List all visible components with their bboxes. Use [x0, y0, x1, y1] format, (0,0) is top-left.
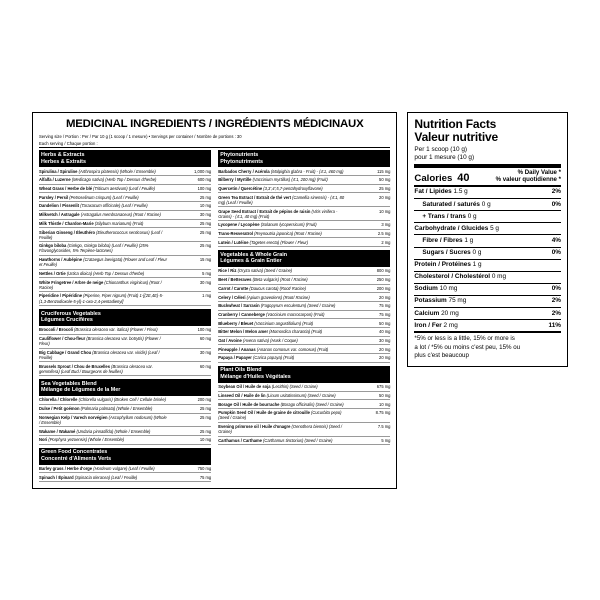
table-row: [39, 255, 211, 269]
calories-value: 40: [457, 171, 470, 184]
nutrition-row-value: 4%: [551, 236, 561, 244]
section-heading-en: Green Food Concentrates: [41, 449, 108, 456]
ingredient-name: Big Cabbage / Grand Chou (Brassica oleracea var. viridis) (Leaf / Feuille): [39, 348, 171, 362]
ingredient-amount: 600 mg: [171, 176, 211, 185]
nutrition-row-value: 0%: [551, 248, 561, 256]
section-heading: [39, 448, 211, 465]
nutrition-facts-panel: [407, 112, 568, 367]
nutrition-serving-en: Per 1 scoop (10 g): [414, 145, 467, 153]
ingredient-name: Soybean Oil / Huile de soja (Lecithin) (Seed / Graine): [218, 383, 350, 391]
calories-label: Calories: [414, 172, 453, 184]
table-row: [218, 193, 390, 207]
nutrition-row-value: 0%: [551, 200, 561, 208]
ingredient-amount: 5 mg: [171, 269, 211, 278]
section-heading: [39, 150, 211, 167]
ingredient-amount: 60 mg: [171, 334, 211, 348]
ingredient-name: Lycopene / Lycopène (Solanum lycopersicum) (Fruit): [218, 221, 350, 230]
ingredient-name: White Fringetree / Arbre de neige (Chionanthus virginicus) (Root / Racine): [39, 278, 171, 292]
ingredient-name: Alfalfa / Luzerne (Medicago sativa) (Herb Top / Dessus d'herbe): [39, 176, 171, 185]
ingredient-name: Buckwheat / Sarrasin (Fagopyrum esculentum) (Seed / Graine): [218, 301, 350, 310]
nutrition-row-label: Protein / Protéines 1 g: [414, 261, 482, 269]
table-row: [218, 319, 390, 328]
ingredient-name: Dandelion / Pissenlit (Taraxacum officinale) (Leaf / Feuille): [39, 202, 171, 211]
section-heading-fr: Phytonutriments: [220, 158, 264, 165]
ingredient-amount: 10 mg: [171, 202, 211, 211]
ingredient-name: Beet / Betteraves (Beta vulgaris) (Root / Racine): [218, 275, 350, 284]
nutrition-row-value: 2%: [551, 188, 561, 196]
ingredient-table: [218, 167, 390, 247]
table-row: [218, 336, 390, 345]
section-heading: [39, 309, 211, 326]
ingredient-name: Norwegian Kelp / Varech norvégien (Ascophyllum nodosum) (Whole / Ensemble): [39, 413, 171, 427]
ingredient-amount: 25 mg: [171, 228, 211, 242]
nutrition-serving-fr: pour 1 mesure (10 g): [414, 153, 475, 161]
section-heading-en: Phytonutrients: [220, 151, 259, 158]
table-row: [39, 242, 211, 256]
ingredient-amount: 75 mg: [350, 310, 390, 319]
ingredient-name: Linseed Oil / Huile de lin (Linum usitatissimum) (Seed / Graine): [218, 391, 350, 400]
ingredient-name: Milkvetch / Astragale (Astragalus membranaceus) (Root / Racine): [39, 210, 171, 219]
ingredient-name: Chlorella / Chlorelle (Chlorella vulgaris) (Broken Cell / Cellule brisée): [39, 396, 171, 404]
table-row: [39, 334, 211, 348]
ingredient-amount: 60 mg: [171, 362, 211, 376]
ingredient-amount: 30 mg: [171, 210, 211, 219]
nutrition-row: [414, 307, 561, 319]
ingredient-name: Carrot / Carotte (Daucus carota) (Root/ Racine): [218, 284, 350, 293]
ingredient-amount: 25 mg: [171, 193, 211, 202]
ingredient-name: Trans-Resveratrol (Reynoutria japonica) (Root / Racine): [218, 229, 350, 238]
table-row: [39, 269, 211, 278]
ingredient-name: Pumpkin Seed Oil / Huile de graine de citrouille (Cucurbita pepo) (Seed / Graine): [218, 409, 350, 423]
table-row: [218, 409, 390, 423]
nutrition-row-label: + Trans / trans 0 g: [422, 212, 477, 220]
ingredient-table: [39, 326, 211, 376]
table-row: [39, 413, 211, 427]
table-row: [218, 229, 390, 238]
nutrition-title: [414, 118, 561, 144]
ingredient-amount: 675 mg: [350, 383, 390, 391]
ingredient-name: Blueberry / Bleuet (Vaccinium angustifolium) (Fruit): [218, 319, 350, 328]
ingredient-amount: 8.75 mg: [350, 409, 390, 423]
table-row: [39, 292, 211, 306]
table-row: [39, 228, 211, 242]
ingredient-amount: 7.5 mg: [350, 422, 390, 436]
table-row: [218, 328, 390, 337]
ingredient-name: Wakame / Wakamé (Undaria pinnatifida) (Whole / Ensemble): [39, 427, 171, 436]
table-row: [218, 267, 390, 275]
ingredient-name: Cranberry / Canneberge (Vaccinium macrocarpon) (Fruit): [218, 310, 350, 319]
nutrition-row-label: Sodium 10 mg: [414, 285, 458, 293]
nutrition-row-label: Saturated / saturés 0 g: [422, 200, 491, 208]
nutrition-row: [414, 295, 561, 307]
section-heading-fr: Légumes & Grain Entier: [220, 258, 282, 265]
ingredient-name: Brussels Sprout / Chou de Bruxelles (Brassica oleracea var. gemmifera) (Leaf Bud / Bourgeons de feuilles): [39, 362, 171, 376]
label-container: [32, 112, 568, 489]
nutrition-row-value: 2%: [551, 309, 561, 317]
nutrition-row-value: 11%: [548, 321, 561, 329]
section-heading-en: Herbs & Extracts: [41, 151, 85, 158]
footnote-line-1: [414, 335, 561, 343]
table-row: [218, 238, 390, 247]
ingredient-columns: [39, 150, 390, 482]
ingredient-name: Barley grass / Herbe d'orge (Hordeum vulgare) (Leaf / Feuille): [39, 465, 171, 473]
ingredient-name: Bitter Melon / Melon amer (Momordica charantia) (Fruit): [218, 328, 350, 337]
table-row: [39, 427, 211, 436]
ingredient-amount: 25 mg: [171, 404, 211, 413]
ingredient-name: Quercetin / Quercétine (3,3',4',5,7-pentahydroxyflavone): [218, 184, 350, 193]
ingredient-name: Bilberry / Myrtille (Vaccinium myrtillus) (4:1, 200 mg) (Fruit): [218, 176, 350, 185]
ingredient-amount: 75 mg: [171, 473, 211, 482]
ingredient-amount: 100 mg: [171, 184, 211, 193]
nutrition-row: [414, 210, 561, 222]
table-row: [218, 293, 390, 302]
ingredient-name: Green Tea Extract / Extrait de thé vert (Camellia sinensis) - (4:1, 80 mg) (Leaf / Feuille): [218, 193, 350, 207]
ingredient-name: Pineapple / Ananas (Ananas comosus var. comosus) (Fruit): [218, 345, 350, 354]
ingredient-amount: 15 mg: [171, 255, 211, 269]
ingredient-amount: 25 mg: [171, 413, 211, 427]
nutrition-row: [414, 271, 561, 283]
ingredient-table: [39, 465, 211, 482]
ingredient-amount: 250 mg: [350, 275, 390, 284]
nutrition-row-label: Calcium 20 mg: [414, 309, 459, 317]
ingredient-amount: 2.5 mg: [350, 229, 390, 238]
ingredient-name: Piperidine / Pipéridine (Piperine, Piper nigrum) (Fruit) 1-[(2E,4E)-5-(1,3-Benzodioxole-5-yl)-1-oxo-2,4-pentadienyl]: [39, 292, 171, 306]
nutrition-row: [414, 187, 561, 198]
ingredient-name: Lutein / Lutéine (Tagetes erecta) (Flower / Fleur): [218, 238, 350, 247]
ingredient-name: Nettles / Ortie (Urtica dioica) (Herb Top / Dessus d'herbe): [39, 269, 171, 278]
table-row: [218, 207, 390, 221]
ingredient-amount: 10 mg: [350, 400, 390, 409]
table-row: [39, 184, 211, 193]
table-row: [39, 362, 211, 376]
table-row: [218, 221, 390, 230]
nutrition-row-label: Carbohydrate / Glucides 5 g: [414, 224, 499, 232]
table-row: [218, 301, 390, 310]
nutrition-title-fr: Valeur nutritive: [414, 129, 498, 144]
medicinal-ingredients-panel: [32, 112, 397, 489]
daily-value-header-en: % Daily Value *: [517, 168, 561, 176]
serving-info-line-2: Each serving / Chaque portion :: [39, 140, 98, 146]
ingredient-table: [218, 383, 390, 445]
ingredient-amount: 20 mg: [350, 354, 390, 363]
table-row: [39, 278, 211, 292]
nutrition-row-label: Sugars / Sucres 0 g: [422, 248, 482, 256]
table-row: [39, 396, 211, 404]
ingredient-amount: 800 mg: [350, 267, 390, 275]
ingredient-amount: 25 mg: [171, 427, 211, 436]
ingredient-column-right: [218, 150, 390, 482]
ingredient-table: [39, 167, 211, 306]
ingredient-name: Hawthorns / Aubépine (Crataegus laevigata) (Flower and Leaf / Fleur et Feuille): [39, 255, 171, 269]
table-row: [218, 345, 390, 354]
table-row: [218, 275, 390, 284]
ingredient-name: Carthamus / Carthame (Carthamus tinctorius) (Seed / Graine): [218, 436, 350, 445]
table-row: [39, 176, 211, 185]
ingredient-amount: 100 mg: [171, 326, 211, 334]
footnote-line-2: [414, 344, 561, 352]
nutrition-title-en: Nutrition Facts: [414, 117, 497, 131]
section-heading-fr: Concentré d'Aliments Verts: [41, 456, 112, 463]
ingredient-column-left: [39, 150, 211, 482]
nutrition-row: [414, 234, 561, 246]
ingredient-amount: 20 mg: [350, 193, 390, 207]
ingredient-amount: 75 mg: [350, 301, 390, 310]
ingredient-amount: 30 mg: [171, 348, 211, 362]
ingredient-amount: 20 mg: [350, 293, 390, 302]
table-row: [218, 436, 390, 445]
table-row: [39, 404, 211, 413]
nutrition-footnote: [414, 333, 561, 360]
ingredient-amount: 200 mg: [350, 284, 390, 293]
ingredient-amount: 20 mg: [350, 345, 390, 354]
ingredient-name: Cauliflower / Chou-fleur (Brassica oleracea var. botrytis) (Flower / Fleur): [39, 334, 171, 348]
ingredient-amount: 50 mg: [350, 176, 390, 185]
ingredient-amount: 5 mg: [350, 436, 390, 445]
table-row: [218, 310, 390, 319]
ingredient-amount: 200 mg: [171, 396, 211, 404]
table-row: [39, 210, 211, 219]
ingredient-name: Evening primrose oil / Huile d'onagre (Oenothera biennis) (Seed / Graine): [218, 422, 350, 436]
table-row: [39, 167, 211, 175]
table-row: [218, 400, 390, 409]
ingredient-name: Oat / Avoine (Avena sativa) (Husk / Coque): [218, 336, 350, 345]
table-row: [218, 184, 390, 193]
table-row: [218, 354, 390, 363]
nutrition-row-label: Cholesterol / Cholestérol 0 mg: [414, 273, 507, 281]
table-row: [218, 383, 390, 391]
daily-value-header-fr: % valeur quotidienne *: [495, 176, 561, 184]
nutrition-row-value: 0%: [551, 285, 561, 293]
ingredient-name: Rice / Riz (Oryza sativa) (Seed / Graine): [218, 267, 350, 275]
table-row: [218, 422, 390, 436]
ingredient-amount: 3 mg: [350, 221, 390, 230]
table-row: [39, 465, 211, 473]
ingredient-amount: 25 mg: [350, 184, 390, 193]
ingredient-amount: 25 mg: [171, 219, 211, 228]
table-row: [218, 176, 390, 185]
nutrition-row-label: Potassium 75 mg: [414, 297, 467, 305]
ingredient-name: Wheat Grass / Herbe de blé (Triticum aestivum) (Leaf / Feuille): [39, 184, 171, 193]
table-row: [39, 473, 211, 482]
footnote-text-1: *5% or less is a little, 15% or more is: [414, 335, 515, 343]
ingredient-name: Papaya / Papayer (Carica papaya) (Fruit): [218, 354, 350, 363]
table-row: [39, 326, 211, 334]
section-heading-en: Sea Vegetables Blend: [41, 380, 97, 387]
ingredient-name: Parsley / Persil (Petroselinum crispum) (Leaf / Feuille): [39, 193, 171, 202]
ingredient-amount: 115 mg: [350, 167, 390, 175]
footnote-text-3: plus c'est beaucoup: [414, 352, 469, 360]
table-row: [39, 202, 211, 211]
ingredient-name: Milk Thistle / Chardon-Marie (Silybum marianum) (Fruit): [39, 219, 171, 228]
nutrition-row: [414, 283, 561, 295]
ingredient-name: Celery / Céleri (Apium graveolens) (Root/ Racine): [218, 293, 350, 302]
ingredient-name: Ginkgo biloba (Ginkgo, Ginkgo biloba) (Leaf / Feuille) (25% Flavonglycosides, 5% Terpène-lactones): [39, 242, 171, 256]
ingredient-amount: 1 mg: [171, 292, 211, 306]
calories-row: [414, 168, 561, 185]
section-heading-fr: Mélange de Légumes de la Mer: [41, 387, 121, 394]
ingredient-name: Borage Oil / Huile de bourrache (Borago officinalis) (Seed / Graine): [218, 400, 350, 409]
section-heading-fr: Herbes & Extraits: [41, 158, 86, 165]
table-row: [218, 284, 390, 293]
serving-info-line-1: Serving size / Portion : Per / Par 10 g (1 scoop / 1 mesure) • Servings per container / Nombre de portions : 30: [39, 133, 242, 139]
panel-title: MEDICINAL INGREDIENTS / INGRÉDIENTS MÉDICINAUX: [65, 118, 364, 130]
section-heading: [218, 150, 390, 167]
ingredient-amount: 40 mg: [350, 328, 390, 337]
ingredient-table: [39, 396, 211, 445]
section-heading-fr: Mélange d'Huiles Végétales: [220, 374, 291, 381]
section-heading-fr: Légumes Crucifères: [41, 317, 93, 324]
footnote-text-2: a lot / *5% ou moins c'est peu, 15% ou: [414, 343, 521, 351]
footnote-line-3: [414, 352, 561, 360]
ingredient-name: Spirulina / Spiruline (Arthrospira platensis) (Whole / Ensemble): [39, 167, 171, 175]
table-row: [218, 391, 390, 400]
section-heading: [218, 366, 390, 383]
nutrition-row: [414, 259, 561, 271]
ingredient-name: Dulse / Petit goémon (Palmaria palmata) (Whole / Ensemble): [39, 404, 171, 413]
ingredient-name: Siberian Ginseng / Éleuthéro (Eleutherococcus senticosus) (Leaf / Feuille): [39, 228, 171, 242]
ingredient-amount: 10 mg: [171, 436, 211, 445]
divider: [39, 147, 390, 148]
ingredient-name: Grape Seed Extract / Extrait de pépins de raisin (Vitis vinifera - Grains) - (4:1, 40 mg) (Fruit): [218, 207, 350, 221]
section-heading: [39, 379, 211, 396]
ingredient-name: Barbados Cherry / Acérola (Malpighia glabra - Fruit) - (4:1, 460 mg): [218, 167, 350, 175]
ingredient-amount: 2 mg: [350, 238, 390, 247]
ingredient-amount: 750 mg: [171, 465, 211, 473]
ingredient-name: Nori (Porphyra yezoensis) (Whole / Ensemble): [39, 436, 171, 445]
ingredient-amount: 50 mg: [350, 319, 390, 328]
nutrition-row-label: Fibre / Fibres 1 g: [422, 236, 474, 244]
nutrition-row-value: 2%: [551, 297, 561, 305]
table-row: [39, 219, 211, 228]
table-row: [39, 193, 211, 202]
ingredient-amount: 30 mg: [350, 336, 390, 345]
nutrition-row: [414, 222, 561, 234]
table-row: [39, 348, 211, 362]
section-heading: [218, 250, 390, 267]
ingredient-amount: 25 mg: [171, 242, 211, 256]
nutrition-row-label: Fat / Lipides 1.5 g: [414, 188, 468, 196]
nutrition-row: [414, 247, 561, 259]
daily-value-header: [496, 169, 561, 184]
ingredient-amount: 1,000 mg: [171, 167, 211, 175]
calories-label-group: [414, 172, 469, 184]
section-heading-en: Cruciferous Vegetables: [41, 310, 101, 317]
nutrition-rows: [414, 187, 561, 331]
table-row: [39, 436, 211, 445]
nutrition-row: [414, 319, 561, 331]
table-row: [218, 167, 390, 175]
ingredient-name: Broccoli / Brocoli (Brassica oleracea var. italica) (Flower / Fleur): [39, 326, 171, 334]
ingredient-amount: 50 mg: [350, 391, 390, 400]
section-heading-en: Plant Oils Blend: [220, 367, 262, 374]
section-heading-en: Vegetables & Whole Grain: [220, 251, 288, 258]
nutrition-row: [414, 198, 561, 210]
ingredient-amount: 30 mg: [171, 278, 211, 292]
nutrition-row-label: Iron / Fer 2 mg: [414, 321, 458, 329]
ingredient-table: [218, 267, 390, 363]
ingredient-amount: 10 mg: [350, 207, 390, 221]
ingredient-name: Spinach / Épinard (Spinacia oleracea) (Leaf / Feuille): [39, 473, 171, 482]
